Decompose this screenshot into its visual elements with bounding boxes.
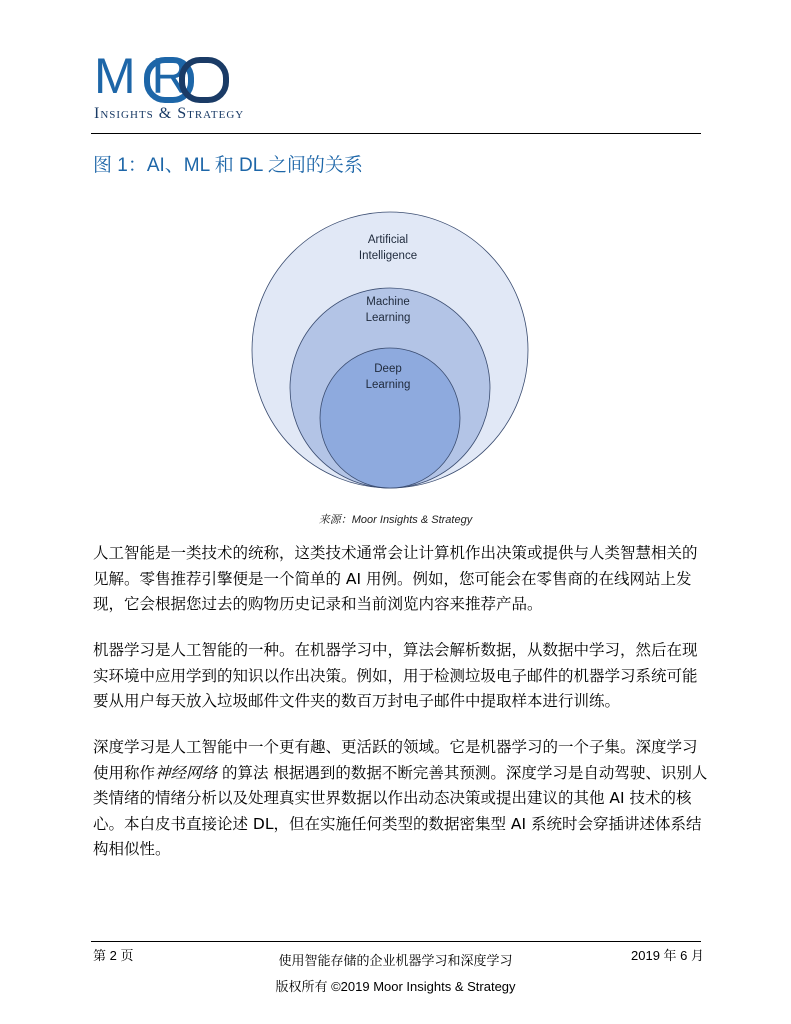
ml-label-line1: Machine: [366, 296, 410, 308]
footer-divider: [91, 941, 701, 942]
dl-label-line1: Deep: [374, 363, 402, 375]
figure-title: 图 1：AI、ML 和 DL 之间的关系: [93, 155, 363, 176]
neural-network-term: 神经网络: [155, 763, 218, 782]
moor-logo: [94, 48, 284, 126]
footer-copyright: 版权所有 ©2019 Moor Insights & Strategy: [275, 979, 516, 994]
ai-label-line2: Intelligence: [358, 250, 418, 262]
paragraph-dl-part2: 的算法 根据遇到的数据不断完善其预测。深度学习是自动驾驶、识别人类情绪的情绪分析以及处理真实世界数据以作出动态决策或提出建议的其他 AI 技术的核心。本白皮书直接论述 DL，但在实施任何类型的数据密集型 AI 系统时会穿插讲述体系结构相似性。: [93, 763, 708, 858]
footer-date: 2019 年 6 月: [631, 948, 704, 963]
figure-source: 来源：Moor Insights & Strategy: [318, 514, 473, 526]
logo-word: M R: [94, 48, 189, 104]
nested-circles-diagram: [245, 205, 535, 495]
paragraph-dl: [93, 735, 708, 863]
dl-label-line2: Learning: [365, 379, 411, 391]
footer-title: 使用智能存储的企业机器学习和深度学习: [278, 953, 513, 968]
paragraph-ai: 人工智能是一类技术的统称，这类技术通常会让计算机作出决策或提供与人类智慧相关的见解。零售推荐引擎便是一个简单的 AI 用例。例如，您可能会在零售商的在线网站上发现，它会根据您过去的购物历史记录和当前浏览内容来推荐产品。: [93, 544, 698, 613]
ml-label-line2: Learning: [365, 312, 411, 324]
page-number: 第 2 页: [93, 948, 134, 963]
paragraph-ml: 机器学习是人工智能的一种。在机器学习中，算法会解析数据，从数据中学习，然后在现实环境中应用学到的知识以作出决策。例如，用于检测垃圾电子邮件的机器学习系统可能要从用户每天放入垃圾邮件文件夹的数百万封电子邮件中提取样本进行训练。: [93, 641, 698, 710]
paragraph-dl-part1: 深度学习是人工智能中一个更有趣、更活跃的领域。它是机器学习的一个子集。深度学习使用称作: [93, 738, 698, 782]
header-divider: [91, 133, 701, 134]
logo-subtitle: Insights & Strategy: [94, 105, 245, 122]
ai-label-line1: Artificial: [367, 234, 409, 246]
logo-rings-icon: [144, 54, 232, 104]
